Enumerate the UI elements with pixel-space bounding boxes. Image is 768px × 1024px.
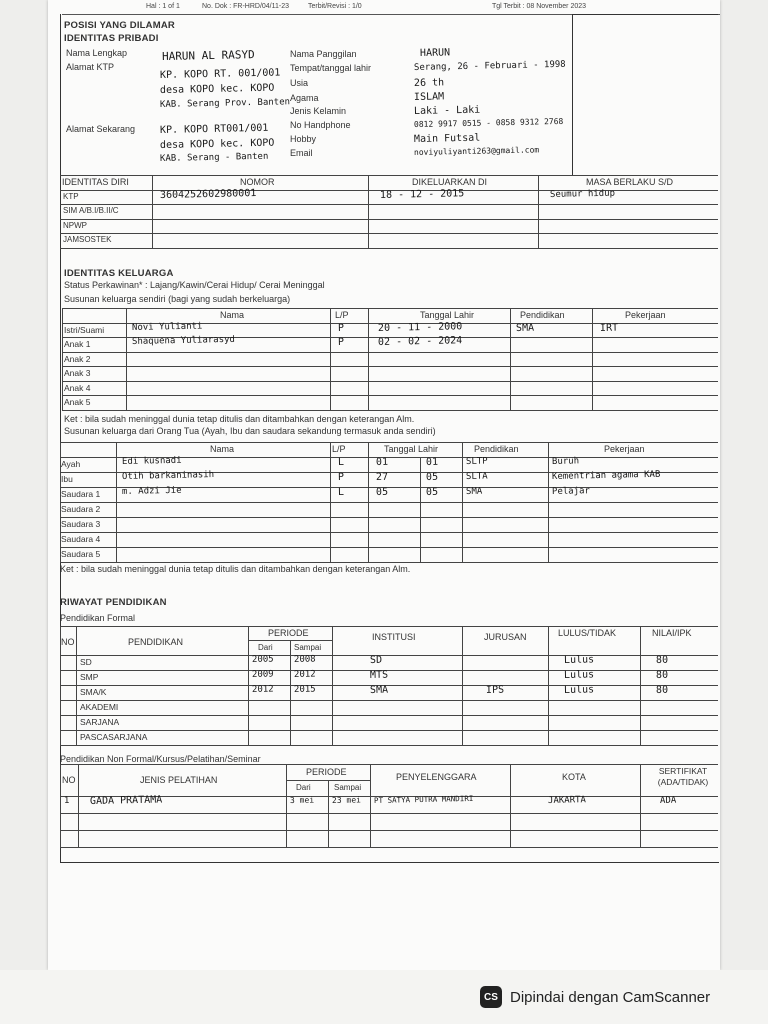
value-jenis-kelamin: Laki - Laki [413,104,481,117]
k1-row-lp: P [337,336,345,348]
id-row-label: SIM A/B.I/B.II/C [63,206,119,215]
grid-line-h-k1-6 [62,395,718,396]
value-alamat-sekarang-1: KP. KOPO RT001/001 [159,122,269,136]
k2-row-label: Saudara 3 [61,519,101,529]
grid-line-v-pf-6 [548,626,549,745]
riwayat-pendidikan-title: RIWAYAT PENDIDIKAN [60,597,167,608]
pf-row-sampai: 2015 [293,684,316,695]
grid-line-h-k1-7 [62,410,718,411]
grid-line-v-k1-2 [368,308,369,410]
value-nama-lengkap: HARUN AL RASYD [161,48,255,63]
k2-row-pend: SLTA [465,471,488,482]
grid-line-v-id-1 [368,175,369,248]
value-alamat-ktp-2: desa KOPO kec. KOPO [159,82,275,96]
pf-header-jurusan: JURUSAN [484,632,527,642]
nf-header-periode: PERIODE [306,767,347,777]
k2-row-label: Saudara 5 [61,549,101,559]
pf-header-periode: PERIODE [268,628,309,638]
camscanner-text: Dipindai dengan CamScanner [510,988,711,1006]
pf-row-institusi: MTS [369,669,389,681]
grid-line-h-k2-7 [60,547,718,548]
grid-line-h-id-2 [60,204,718,205]
value-usia: 26 th [413,77,445,89]
k2-header-2: Tanggal Lahir [384,444,439,454]
pf-header-no: NO [61,637,75,647]
grid-line-h-pf-5 [60,700,718,701]
grid-line-h-id-4 [60,233,718,234]
pf-header-dari: Dari [258,643,273,652]
k1-row-label: Anak 2 [64,353,91,364]
k1-row-nama: Shaquena Yuliarasyd [131,334,236,347]
id-row-label: NPWP [63,220,87,230]
document-header [62,0,720,15]
grid-line-h-id-0 [60,175,718,176]
k2-row-pend: SMA [465,486,483,497]
pf-row-dari: 2005 [251,654,274,665]
id-row-dikeluarkan: 18 - 12 - 2015 [379,187,465,201]
nf-header-jenis: JENIS PELATIHAN [140,775,218,785]
k1-row-label: Anak 3 [64,368,91,378]
pf-row-label: AKADEMI [80,702,119,712]
label-usia: Usia [290,78,309,88]
k2-header-1: L/P [332,444,346,454]
grid-line-v-nf-4 [370,764,371,847]
value-email: noviyuliyanti263@gmail.com [413,145,540,157]
grid-line-v-k2-2 [368,442,369,562]
grid-line-v-k1-0 [126,308,127,410]
grid-line-v-k1-3 [510,308,511,410]
grid-line-h-k2-4 [60,502,718,503]
k2-row-month: 05 [425,486,439,498]
grid-line-v-id-2 [538,175,539,248]
value-alamat-sekarang-3: KAB. Serang - Banten [159,151,269,164]
k2-header-3: Pendidikan [474,444,519,454]
k1-row-kerja: IRT [599,322,619,334]
nf-header-penyelenggara: PENYELENGGARA [396,772,477,782]
k2-row-month: 01 [425,456,439,468]
pf-row-jurusan: IPS [485,684,505,696]
camscanner-logo-icon: CS [480,986,502,1008]
grid-line-h-k2-5 [60,517,718,518]
grid-line-h-k2-6 [60,532,718,533]
pf-row-dari: 2012 [251,684,274,695]
grid-line-h-nf-5 [60,847,718,848]
nf-row-penyelenggara: PT SATYA PUTRA MANDIRI [373,793,474,805]
value-alamat-sekarang-2: desa KOPO kec. KOPO [159,137,275,151]
grid-line-v-nf-2 [286,764,287,847]
ket-1: Ket : bila sudah meninggal dunia tetap ditulis dan ditambahkan dengan keterangan Alm. [64,414,415,424]
header-no-dok: No. Dok : FR-HRD/04/11-23 [202,3,290,10]
label-agama: Agama [290,93,319,103]
nf-header-no: NO [62,775,76,785]
value-nama-panggilan: HARUN [419,47,451,59]
grid-line-v-nf-0 [60,764,61,847]
k1-row-pend: SMA [515,322,535,334]
label-no-handphone: No Handphone [290,120,351,130]
k1-row-lp: P [337,322,345,334]
label-tempat-tanggal-lahir: Tempat/tanggal lahir [290,63,372,73]
pf-row-institusi: SD [369,654,383,666]
grid-line-h-pf-3 [60,670,718,671]
k2-row-label: Saudara 2 [61,504,101,514]
grid-line-v-pf-2 [248,626,249,745]
value-hobby: Main Futsal [413,132,481,145]
k2-row-nama: Edi kusnadi [121,455,182,467]
grid-line-h-pf-7 [60,730,718,731]
pf-row-lulus: Lulus [563,669,595,681]
pf-row-nilai: 80 [655,684,669,696]
k2-row-day: 05 [375,486,389,498]
ket-2: Ket : bila sudah meninggal dunia tetap ditulis dan ditambahkan dengan keterangan Alm. [60,564,411,574]
id-header-masa: MASA BERLAKU S/D [586,177,674,187]
k1-row-label: Anak 4 [64,382,91,393]
grid-line-v-pf-7 [640,626,641,745]
value-alamat-ktp-3: KAB. Serang Prov. Banten [159,97,291,110]
header-tgl-terbit: Tgl Terbit : 08 November 2023 [492,3,587,10]
grid-line-v-nf-5 [510,764,511,847]
k2-row-label: Saudara 1 [61,489,101,499]
pf-header-pendidikan: PENDIDIKAN [128,637,184,647]
pf-header-nilai: NILAI/IPK [652,628,692,638]
pf-row-label: SMP [80,672,99,682]
nf-row-sertifikat: ADA [659,795,677,806]
pf-row-label: SD [80,657,92,667]
k2-row-kerja: Buruh [551,456,580,467]
grid-line-v-id-0 [152,175,153,248]
k1-row-label: Anak 1 [64,339,91,349]
nf-row-kota: JAKARTA [547,795,587,806]
k2-header-4: Pekerjaan [604,444,645,454]
grid-line-h-pf-4 [60,685,718,686]
k2-row-lp: P [337,471,345,483]
identitas-pribadi-title: IDENTITAS PRIBADI [64,33,159,44]
id-row-nomor: 3604252602980001 [159,187,257,201]
grid-line-h-pf-2 [60,655,718,656]
k2-row-nama: Otih barkaninasih [121,470,215,482]
pf-row-nilai: 80 [655,654,669,666]
header-hal: Hal : 1 of 1 [146,3,180,10]
pf-row-lulus: Lulus [563,684,595,696]
id-header-dikeluarkan: DIKELUARKAN DI [412,177,488,187]
grid-line-h-k1-3 [62,352,718,353]
pendidikan-formal-label: Pendidikan Formal [60,613,136,623]
grid-line-v-k2-1 [330,442,331,562]
grid-line-v-k1-1 [330,308,331,410]
grid-line-h-nf-3 [60,813,718,814]
grid-line-v-pf-5 [462,626,463,745]
k1-header-0: Nama [220,310,245,320]
pendidikan-nonformal-label: Pendidikan Non Formal/Kursus/Pelatihan/Seminar [60,754,261,764]
grid-line-v-pf-4 [332,626,333,745]
photo-box [572,14,718,176]
grid-line-h-k2-8 [60,562,718,563]
pf-header-sampai: Sampai [294,643,322,652]
grid-line-v-k2-date-split [420,457,421,562]
id-header-nomor: NOMOR [240,177,275,187]
pf-row-label: SARJANA [80,717,120,727]
pf-row-lulus: Lulus [563,654,595,666]
nf-row-dari: 3 mei [289,795,315,805]
k1-row-tgl: 02 - 02 - 2024 [377,335,463,348]
nf-row-no: 1 [63,795,70,806]
grid-line-h-pf-0 [60,626,718,627]
k1-row-tgl: 20 - 11 - 2000 [377,320,463,334]
id-row-label: JAMSOSTEK [63,235,112,244]
grid-line-v-nf-3 [328,780,329,847]
id-row-label: KTP [63,191,79,201]
pf-row-institusi: SMA [369,684,389,696]
grid-line-h-nf-0 [60,764,718,765]
grid-line-h-pf-8 [60,745,718,746]
k1-header-3: Pendidikan [520,310,565,320]
k2-row-pend: SLTP [465,456,488,467]
id-header-label: IDENTITAS DIRI [62,177,129,187]
grid-line-h-k1-5 [62,381,718,382]
k1-header-2: Tanggal Lahir [420,310,475,320]
label-nama-panggilan: Nama Panggilan [290,49,357,59]
grid-line-v-k2-4 [548,442,549,562]
k2-row-day: 27 [375,471,389,483]
grid-line-h-k1-0 [62,308,718,309]
k2-row-label: Ayah [61,459,81,469]
grid-line-h-nf-4 [60,830,718,831]
nf-header-sampai: Sampai [334,783,362,792]
value-alamat-ktp-1: KP. KOPO RT. 001/001 [159,67,281,81]
grid-line-v-pf-3 [290,640,291,745]
k2-row-lp: L [337,456,345,468]
k2-row-kerja: Pelajar [551,486,591,497]
value-ttl: Serang, 26 - Februari - 1998 [413,59,566,73]
camscanner-badge [480,980,756,1014]
value-no-handphone: 0812 9917 0515 - 0858 9312 2768 [413,116,564,129]
nf-header-dari: Dari [296,783,311,792]
grid-line-v-k2-3 [462,442,463,562]
grid-line-v-pf-1 [76,626,77,745]
grid-line-h-pf-6 [60,715,718,716]
k2-row-nama: m. Adzi Jie [121,485,182,497]
pf-row-label: SMA/K [80,687,107,697]
susunan-ortu: Susunan keluarga dari Orang Tua (Ayah, Ibu dan saudara sekandung termasuk anda sendiri) [64,426,436,436]
k1-row-label: Istri/Suami [64,324,105,335]
nf-header-sertifikat: SERTIFIKAT (ADA/TIDAK) [657,766,709,787]
pf-row-sampai: 2012 [293,669,316,680]
k1-header-1: L/P [335,310,349,320]
k1-row-nama: Novi Yulianti [131,321,203,333]
k2-row-label: Ibu [61,474,73,484]
grid-line-v-k1-4 [592,308,593,410]
label-nama-lengkap: Nama Lengkap [66,48,128,58]
label-email: Email [290,148,313,158]
grid-line-h-k1-4 [62,366,718,367]
header-terbit: Terbit/Revisi : 1/0 [308,3,362,10]
k2-header-0: Nama [210,444,235,454]
value-agama: ISLAM [413,91,445,103]
label-alamat-sekarang: Alamat Sekarang [66,124,136,134]
posisi-label: POSISI YANG DILAMAR [64,20,175,31]
pf-row-label: PASCASARJANA [80,732,148,742]
grid-line-v-nf-1 [78,764,79,847]
pf-row-nilai: 80 [655,669,669,681]
k2-row-label: Saudara 4 [61,534,101,544]
label-jenis-kelamin: Jenis Kelamin [290,106,347,116]
pf-header-lulus: LULUS/TIDAK [558,628,617,638]
nf-row-sampai: 23 mei [331,795,361,805]
id-row-masa: Seumur hidup [549,188,616,200]
k1-row-label: Anak 5 [64,397,91,407]
k2-row-day: 01 [375,456,389,468]
k2-row-kerja: Kementrian agama KAB [551,469,661,482]
identitas-keluarga-title: IDENTITAS KELUARGA [64,268,174,279]
label-alamat-ktp: Alamat KTP [66,62,115,72]
grid-line-v-k2-0 [116,442,117,562]
pf-header-institusi: INSTITUSI [372,632,416,642]
label-hobby: Hobby [290,134,317,144]
susunan-sendiri: Susunan keluarga sendiri (bagi yang sudah berkeluarga) [64,294,291,304]
k1-header-4: Pekerjaan [625,310,666,320]
pf-row-sampai: 2008 [293,654,316,665]
nf-header-kota: KOTA [562,772,586,782]
grid-line-h-id-5 [60,248,718,249]
grid-line-v-k1-left [62,308,63,410]
grid-line-v-nf-6 [640,764,641,847]
status-perkawinan: Status Perkawinan* : Lajang/Kawin/Cerai Hidup/ Cerai Meninggal [64,280,325,290]
pf-row-dari: 2009 [251,669,274,680]
grid-line-h-k2-0 [60,442,718,443]
grid-line-h-id-3 [60,219,718,220]
k2-row-lp: L [337,486,345,498]
nf-row-jenis: GADA PRATAMA [89,794,163,807]
k2-row-month: 05 [425,471,439,483]
